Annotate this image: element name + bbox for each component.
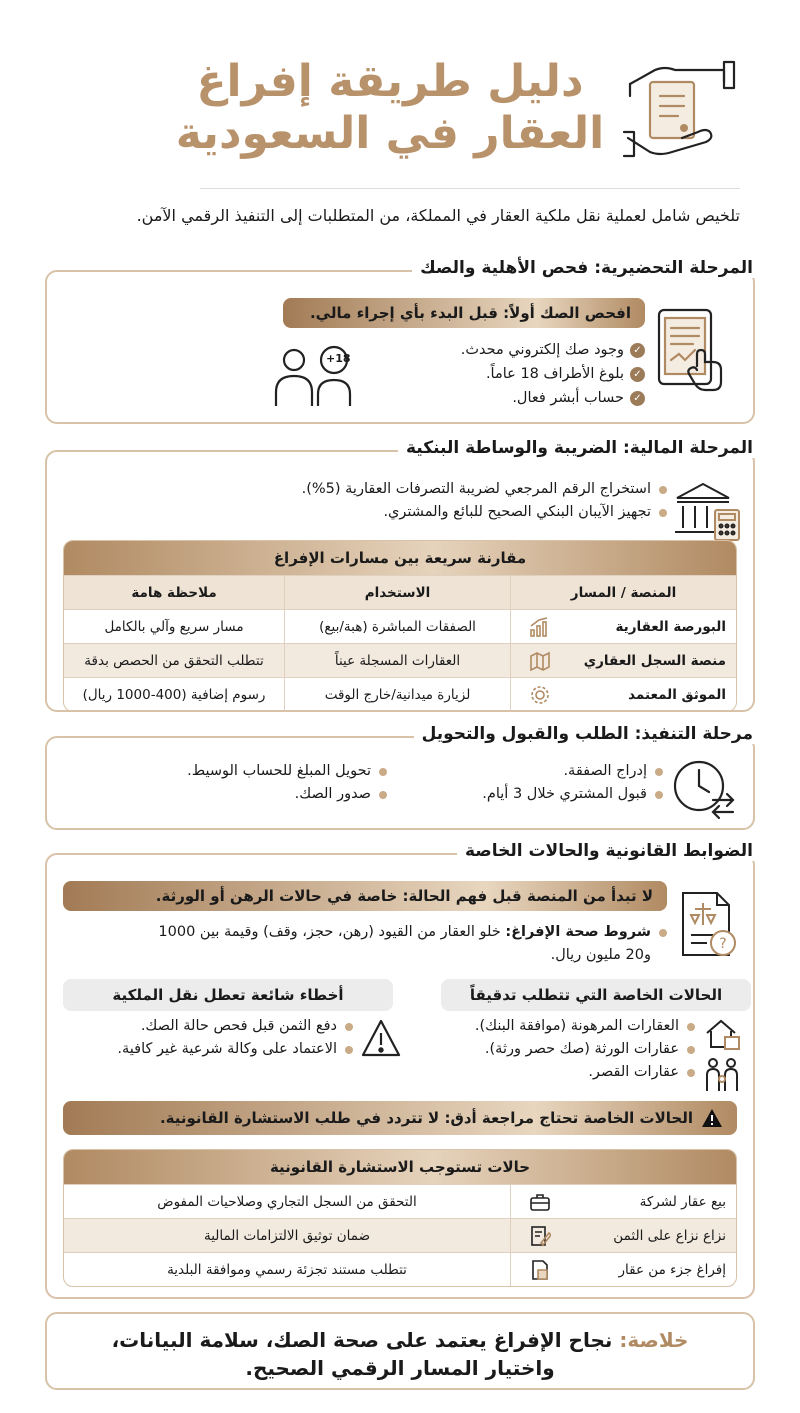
gear-icon (529, 684, 551, 706)
case-cell: إفراغ جزء من عقار (510, 1253, 736, 1286)
growth-chart-icon (529, 616, 551, 638)
column-header: ملاحظة هامة (131, 584, 217, 601)
case-cell: بيع عقار لشركة (510, 1185, 736, 1218)
note-cell: تتطلب التحقق من الحصص بدقة (84, 652, 264, 669)
section-financial (45, 438, 755, 712)
list-item: تحويل المبلغ للحساب الوسيط. (187, 760, 387, 783)
usage-cell: الصفقات المباشرة (هبة/بيع) (284, 610, 510, 643)
note-cell: رسوم إضافية (400-1000 ريال) (82, 686, 266, 703)
summary-line-2: واختيار المسار الرقمي الصحيح. (245, 1356, 555, 1380)
common-errors-heading: أخطاء شائعة تعطل نقل الملكية (63, 979, 393, 1011)
detail-cell: التحقق من السجل التجاري وصلاحيات المفوض (157, 1193, 417, 1210)
bullet (655, 791, 663, 799)
list-item: صدور الصك. (187, 783, 387, 806)
table-title: حالات تستوجب الاستشارة القانونية (64, 1150, 736, 1184)
bullet (687, 1046, 695, 1054)
bullet (345, 1046, 353, 1054)
handover-document-icon (620, 56, 740, 166)
list-item: دفع الثمن قبل فحص حالة الصك. (117, 1015, 353, 1038)
table-title: مقارنة سريعة بين مسارات الإفراغ (64, 541, 736, 575)
common-errors-list (117, 1015, 353, 1061)
legal-document-icon (677, 889, 741, 961)
list-item: الاعتماد على وكالة شرعية غير كافية. (117, 1038, 353, 1061)
bullet (659, 929, 667, 937)
bullet (345, 1023, 353, 1031)
section-title: المرحلة التحضيرية: فحص الأهلية والصك (412, 258, 761, 278)
summary-line-1: نجاح الإفراغ يعتمد على صحة الصك، سلامة البيانات، (111, 1328, 613, 1352)
list-item: إدراج الصفقة. (482, 760, 663, 783)
partial-document-icon (529, 1259, 551, 1281)
section-title: المرحلة المالية: الضريبة والوساطة البنكية (398, 438, 761, 458)
bullet (659, 509, 667, 517)
bullet (655, 768, 663, 776)
alert-icon (701, 1108, 723, 1128)
title-line-1: دليل طريقة إفراغ (196, 56, 584, 107)
banner-text: افحص الصك أولاً: قبل البدء بأي إجراء مالي. (309, 304, 631, 322)
bullet (687, 1023, 695, 1031)
routes-comparison-table (63, 540, 737, 712)
usage-cell: العقارات المسجلة عيناً (284, 644, 510, 677)
bullet (379, 791, 387, 799)
check-icon: ✓ (630, 391, 645, 406)
table-row (64, 609, 736, 643)
divider (200, 188, 740, 189)
list-item: عقارات الورثة (صك حصر ورثة). (475, 1038, 695, 1061)
warning-triangle-icon (359, 1017, 403, 1061)
list-item: العقارات المرهونة (موافقة البنك). (475, 1015, 695, 1038)
map-document-icon (529, 650, 551, 672)
financial-list (302, 478, 667, 524)
table-row (64, 1184, 736, 1218)
platform-cell: البورصة العقارية (510, 610, 736, 643)
house-lock-icon (703, 1015, 743, 1051)
execution-list-right (482, 760, 663, 806)
page-title (170, 56, 610, 160)
platform-cell: منصة السجل العقاري (510, 644, 736, 677)
note-cell: مسار سريع وآلي بالكامل (104, 618, 244, 635)
header (0, 0, 800, 190)
execution-list-left (187, 760, 387, 806)
page-subtitle: تلخيص شامل لعملية نقل ملكية العقار في المملكة، من المتطلبات إلى التنفيذ الرقمي الآمن. (136, 206, 740, 225)
platform-cell: الموثق المعتمد (510, 678, 736, 711)
table-row (64, 1218, 736, 1252)
summary-box (45, 1312, 755, 1390)
list-item: ✓ حساب أبشر فعال. (461, 386, 645, 410)
list-item: ✓ وجود صك إلكتروني محدث. (461, 338, 645, 362)
column-header: المنصة / المسار (510, 576, 736, 609)
list-item: تجهيز الآيبان البنكي الصحيح للبائع والمشتري. (302, 501, 667, 524)
conditions-label: شروط صحة الإفراغ: (505, 924, 651, 940)
section-legal (45, 841, 755, 1299)
briefcase-icon (529, 1191, 551, 1213)
section-preparation (45, 258, 755, 424)
section-execution (45, 724, 755, 830)
table-row (64, 1252, 736, 1286)
special-cases-heading: الحالات الخاصة التي تتطلب تدقيقاً (441, 979, 751, 1011)
eligibility-list (461, 338, 645, 410)
list-item: قبول المشتري خلال 3 أيام. (482, 783, 663, 806)
adults-age-icon (272, 344, 372, 410)
check-icon: ✓ (630, 367, 645, 382)
list-item: ✓ بلوغ الأطراف 18 عاماً. (461, 362, 645, 386)
section-title: مرحلة التنفيذ: الطلب والقبول والتحويل (414, 724, 761, 744)
section-title: الضوابط القانونية والحالات الخاصة (457, 841, 761, 861)
list-item: عقارات القصر. (475, 1061, 695, 1084)
table-header-row (64, 575, 736, 609)
legal-advice-banner: الحالات الخاصة تحتاج مراجعة أدق: لا تتردد في طلب الاستشارة القانونية. (63, 1101, 737, 1135)
conditions-text: خلو العقار من القيود (رهن، حجز، وقف) وقيمة بين 1000 و20 مليون ريال. (158, 924, 651, 963)
special-cases-list (475, 1015, 695, 1084)
conditions-row (147, 921, 667, 967)
column-header: الاستخدام (284, 576, 510, 609)
check-deed-banner (283, 298, 645, 328)
list-item: استخراج الرقم المرجعي لضريبة التصرفات العقارية (5%). (302, 478, 667, 501)
bullet (659, 486, 667, 494)
title-line-2: العقار في السعودية (175, 108, 605, 159)
family-icon (703, 1055, 743, 1095)
platform-warning-banner: لا تبدأ من المنصة قبل فهم الحالة: خاصة في حالات الرهن أو الورثة. (63, 881, 667, 911)
bullet (687, 1069, 695, 1077)
usage-cell: لزيارة ميدانية/خارج الوقت (284, 678, 510, 711)
summary-text (47, 1326, 753, 1382)
bullet (379, 768, 387, 776)
clock-transfer-icon (669, 756, 739, 820)
detail-cell: تتطلب مستند تجزئة رسمي وموافقة البلدية (167, 1261, 407, 1278)
document-edit-icon (529, 1225, 551, 1247)
age-badge: 18+ (326, 352, 351, 365)
legal-consult-table (63, 1149, 737, 1287)
check-icon: ✓ (630, 343, 645, 358)
summary-label: خلاصة: (619, 1328, 689, 1352)
bank-calculator-icon (673, 480, 743, 544)
detail-cell: ضمان توثيق الالتزامات المالية (203, 1227, 371, 1244)
tablet-touch-icon (653, 304, 733, 394)
table-row (64, 643, 736, 677)
case-cell: نزاع نزاع على الثمن (510, 1219, 736, 1252)
table-row (64, 677, 736, 711)
svg-text:?: ? (719, 936, 727, 952)
